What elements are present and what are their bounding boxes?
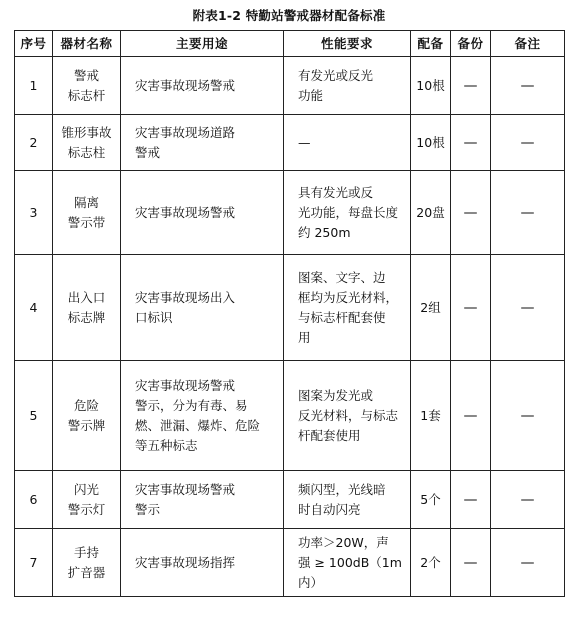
- cell-note: —: [491, 529, 565, 597]
- cell-no: 5: [15, 361, 53, 471]
- cell-equipment-name: 危险 警示牌: [53, 361, 121, 471]
- table-row: [15, 529, 565, 597]
- header-note: 备注: [491, 31, 565, 57]
- cell-quantity: 2组: [411, 255, 451, 361]
- cell-performance: 图案、文字、边 框均为反光材料， 与标志杆配套使 用: [284, 255, 411, 361]
- header-use: 主要用途: [121, 31, 284, 57]
- cell-quantity: 5个: [411, 471, 451, 529]
- cell-note: —: [491, 115, 565, 171]
- cell-backup: —: [451, 171, 491, 255]
- cell-equipment-name: 出入口 标志牌: [53, 255, 121, 361]
- cell-no: 4: [15, 255, 53, 361]
- cell-performance: 频闪型，光线暗 时自动闪亮: [284, 471, 411, 529]
- table-row: [15, 115, 565, 171]
- cell-main-use: 灾害事故现场警戒: [121, 57, 284, 115]
- cell-quantity: 20盘: [411, 171, 451, 255]
- table-row: [15, 171, 565, 255]
- cell-main-use: 灾害事故现场警戒: [121, 171, 284, 255]
- cell-no: 2: [15, 115, 53, 171]
- equipment-table: [14, 30, 565, 597]
- cell-backup: —: [451, 255, 491, 361]
- header-performance: 性能要求: [284, 31, 411, 57]
- cell-note: —: [491, 171, 565, 255]
- cell-performance: 有发光或反光 功能: [284, 57, 411, 115]
- cell-no: 3: [15, 171, 53, 255]
- table-row: [15, 361, 565, 471]
- cell-main-use: 灾害事故现场道路 警戒: [121, 115, 284, 171]
- table-row: [15, 471, 565, 529]
- cell-equipment-name: 手持 扩音器: [53, 529, 121, 597]
- cell-backup: —: [451, 57, 491, 115]
- cell-backup: —: [451, 115, 491, 171]
- cell-no: 6: [15, 471, 53, 529]
- cell-quantity: 2个: [411, 529, 451, 597]
- cell-performance: —: [284, 115, 411, 171]
- cell-note: —: [491, 57, 565, 115]
- cell-backup: —: [451, 529, 491, 597]
- cell-quantity: 10根: [411, 57, 451, 115]
- header-quantity: 配备: [411, 31, 451, 57]
- cell-backup: —: [451, 361, 491, 471]
- table-row: [15, 255, 565, 361]
- table-title: 附表1-2 特勤站警戒器材配备标准: [192, 8, 386, 23]
- cell-performance: 图案为发光或 反光材料，与标志 杆配套使用: [284, 361, 411, 471]
- cell-equipment-name: 隔离 警示带: [53, 171, 121, 255]
- cell-performance: 具有发光或反 光功能，每盘长度 约 250m: [284, 171, 411, 255]
- header-name: 器材名称: [53, 31, 121, 57]
- cell-quantity: 10根: [411, 115, 451, 171]
- cell-main-use: 灾害事故现场出入 口标识: [121, 255, 284, 361]
- cell-performance: 功率＞20W，声 强 ≥ 100dB（1m 内）: [284, 529, 411, 597]
- cell-note: —: [491, 255, 565, 361]
- cell-backup: —: [451, 471, 491, 529]
- table-row: [15, 57, 565, 115]
- cell-note: —: [491, 361, 565, 471]
- cell-main-use: 灾害事故现场警戒 警示: [121, 471, 284, 529]
- cell-equipment-name: 锥形事故 标志柱: [53, 115, 121, 171]
- cell-quantity: 1套: [411, 361, 451, 471]
- cell-no: 1: [15, 57, 53, 115]
- header-row: [15, 31, 565, 57]
- cell-no: 7: [15, 529, 53, 597]
- cell-note: —: [491, 471, 565, 529]
- header-no: 序号: [15, 31, 53, 57]
- cell-main-use: 灾害事故现场警戒 警示，分为有毒、易 燃、泄漏、爆炸、危险 等五种标志: [121, 361, 284, 471]
- cell-main-use: 灾害事故现场指挥: [121, 529, 284, 597]
- cell-equipment-name: 警戒 标志杆: [53, 57, 121, 115]
- cell-equipment-name: 闪光 警示灯: [53, 471, 121, 529]
- header-backup: 备份: [451, 31, 491, 57]
